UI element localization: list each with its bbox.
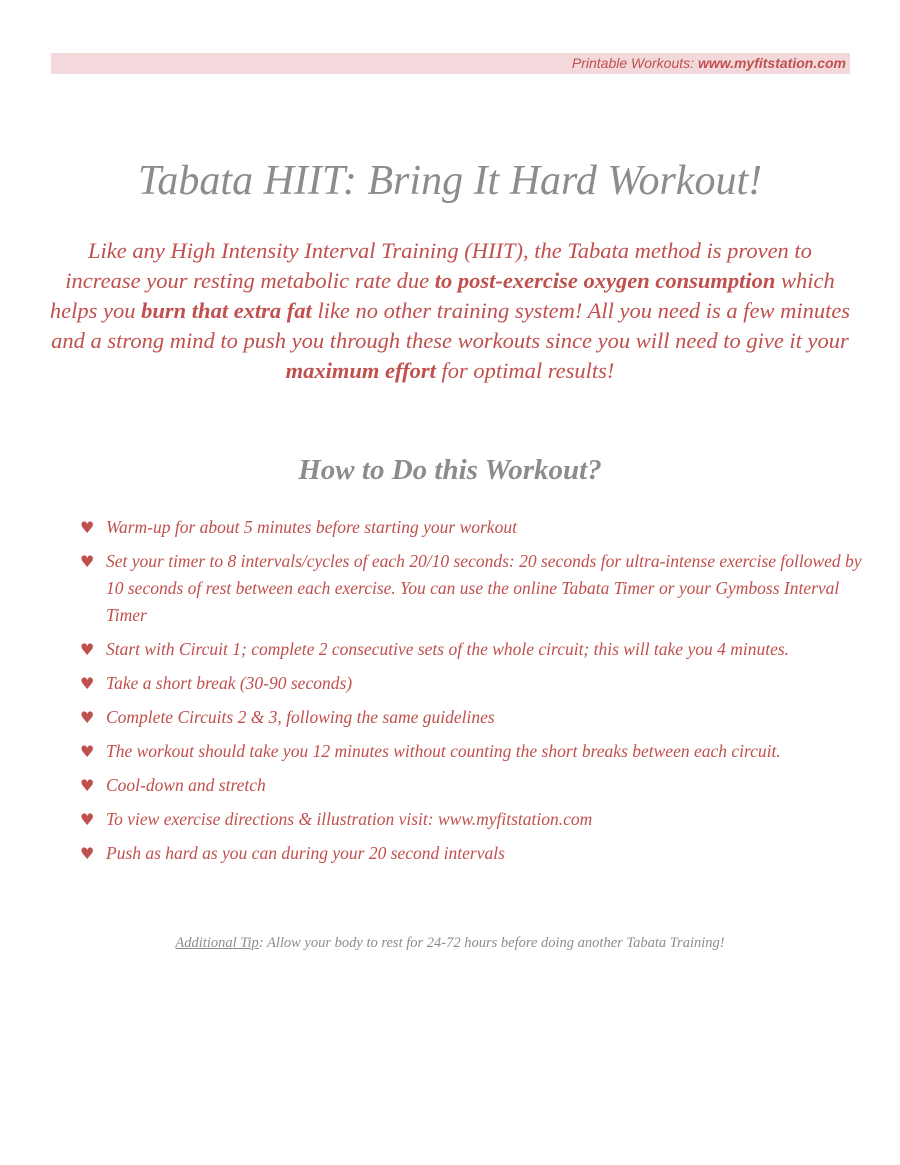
step-text: Warm-up for about 5 minutes before starting your workout <box>106 517 517 537</box>
list-item <box>80 636 870 663</box>
intro-bold-3: maximum effort <box>285 358 436 383</box>
page-title: Tabata HIIT: Bring It Hard Workout! <box>137 158 763 204</box>
header-url-link[interactable]: www.myfitstation.com <box>697 55 846 71</box>
step-text: Complete Circuits 2 & 3, following the same guidelines <box>106 707 495 727</box>
heart-icon: ♥ <box>80 742 95 761</box>
list-item <box>80 670 870 697</box>
intro-bold-1: to post-exercise oxygen consumption <box>434 268 776 293</box>
step-text: The workout should take you 12 minutes without counting the short breaks between each circuit. <box>106 741 781 761</box>
intro-text-2: which helps you <box>49 268 835 323</box>
heart-icon: ♥ <box>80 518 95 537</box>
intro-text-3: like no other training system! All you need is a few minutes and a strong mind to push you through these workouts since you will need to give it your <box>51 298 851 353</box>
list-item <box>80 514 870 541</box>
heart-icon: ♥ <box>80 844 95 863</box>
tip-label: Additional Tip <box>175 935 259 951</box>
step-text: Push as hard as you can during your 20 second intervals <box>106 843 505 863</box>
intro-bold-2: burn that extra fat <box>141 298 312 323</box>
list-item <box>80 840 870 867</box>
step-text: To view exercise directions & illustration visit: www.myfitstation.com <box>106 809 593 829</box>
heart-icon: ♥ <box>80 552 95 571</box>
list-item <box>80 738 870 765</box>
list-item <box>80 548 870 629</box>
step-text: Set your timer to 8 intervals/cycles of each 20/10 seconds: 20 seconds for ultra-intense exercise followed by 10 seconds of rest between each exercise. You can use the online Tabata Timer or your Gymboss Interval Timer <box>106 551 862 625</box>
heart-icon: ♥ <box>80 674 95 693</box>
intro-text-4: for optimal results! <box>435 358 615 383</box>
heart-icon: ♥ <box>80 776 95 795</box>
section-heading: How to Do this Workout? <box>298 454 602 486</box>
heart-icon: ♥ <box>80 708 95 727</box>
list-item <box>80 806 870 833</box>
additional-tip <box>0 932 900 954</box>
header-prefix: Printable Workouts: <box>571 55 698 71</box>
list-item <box>80 772 870 799</box>
intro-paragraph <box>48 236 852 386</box>
tip-text: : Allow your body to rest for 24-72 hours before doing another Tabata Training! <box>258 935 725 951</box>
header-bar <box>51 53 850 74</box>
heart-icon: ♥ <box>80 640 95 659</box>
step-text: Take a short break (30-90 seconds) <box>106 673 353 693</box>
step-text: Start with Circuit 1; complete 2 consecutive sets of the whole circuit; this will take you 4 minutes. <box>106 639 790 659</box>
intro-text-1: Like any High Intensity Interval Training (HIIT), the Tabata method is proven to increase your resting metabolic rate due <box>65 238 812 293</box>
steps-list <box>80 514 870 874</box>
step-text: Cool-down and stretch <box>106 775 266 795</box>
list-item <box>80 704 870 731</box>
heart-icon: ♥ <box>80 810 95 829</box>
